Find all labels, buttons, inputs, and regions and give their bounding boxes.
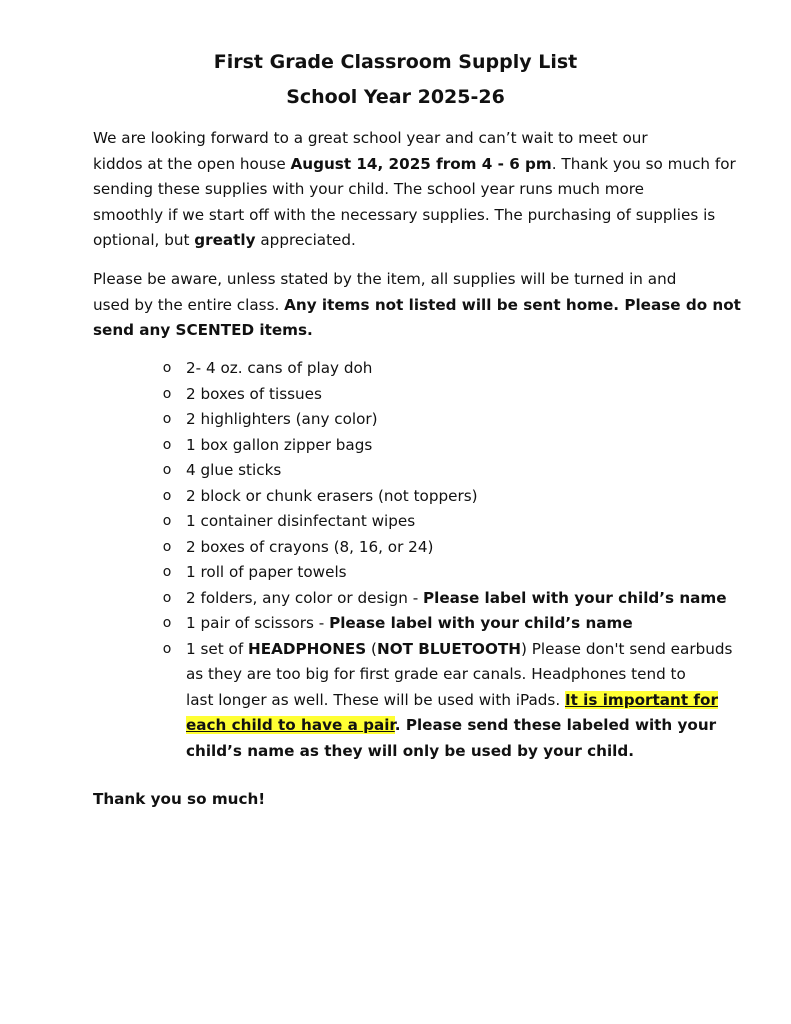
intro-text: . Thank you so much for: [551, 154, 736, 173]
headphones-line: [186, 713, 717, 739]
closing-text: Thank you so much!: [93, 790, 266, 808]
notice-line: [93, 318, 703, 344]
supply-item-text: [186, 611, 706, 637]
headphones-emphasis: child’s name as they will only be used by your child.: [186, 741, 635, 760]
bullet-icon: o: [162, 640, 172, 657]
headphones-emphasis: HEADPHONES: [248, 639, 367, 658]
folders-text: 2 folders, any color or design -: [186, 588, 424, 607]
intro-line: [93, 152, 736, 178]
intro-line: We are looking forward to a great school year and can’t wait to meet our: [93, 129, 648, 147]
notice-paragraph: [93, 267, 741, 344]
bullet-icon: o: [162, 538, 172, 555]
supply-item-text: 1 container disinfectant wipes: [186, 512, 416, 530]
supply-item-text: 2 boxes of tissues: [186, 384, 322, 403]
notice-line: [93, 293, 741, 319]
bullet-icon: o: [162, 462, 172, 478]
notice-warning: Any items not listed will be sent home. Please do not: [284, 295, 741, 314]
document-title: First Grade Classroom Supply List: [213, 51, 578, 73]
supply-item-text: 1 roll of paper towels: [186, 563, 347, 581]
notice-text: used by the entire class.: [93, 295, 285, 314]
intro-line: smoothly if we start off with the necessary supplies. The purchasing of supplies is: [93, 205, 716, 224]
intro-line: [93, 228, 703, 254]
supply-item-text: 2 boxes of crayons (8, 16, or 24): [186, 537, 434, 556]
bullet-icon: o: [162, 360, 172, 376]
supply-item-text: 2 highlighters (any color): [186, 410, 378, 428]
headphones-line: [186, 688, 718, 714]
bullet-icon: o: [162, 589, 172, 606]
highlighted-text: It is important for: [564, 690, 718, 709]
headphones-line: [186, 739, 706, 765]
headphones-line: [186, 637, 733, 663]
headphones-text: [186, 637, 733, 765]
headphones-text-part: 1 set of: [186, 639, 248, 658]
bullet-icon: o: [162, 385, 172, 402]
open-house-date: August 14, 2025 from 4 - 6 pm: [290, 154, 552, 173]
supply-item-text: 1 box gallon zipper bags: [186, 435, 373, 454]
headphones-text-part: ) Please don't send earbuds: [520, 639, 733, 658]
intro-text: optional, but: [93, 231, 195, 249]
bullet-icon: o: [162, 564, 172, 580]
bullet-icon: o: [162, 436, 172, 453]
intro-text: kiddos at the open house: [93, 154, 291, 173]
emphasis-text: greatly: [194, 231, 256, 249]
headphones-text-part: (: [366, 639, 377, 658]
headphones-line: as they are too big for first grade ear canals. Headphones tend to: [186, 665, 686, 683]
intro-line: sending these supplies with your child. The school year runs much more: [93, 180, 645, 198]
headphones-emphasis: . Please send these labeled with your: [394, 716, 717, 734]
bullet-icon: o: [162, 513, 172, 529]
notice-line: Please be aware, unless stated by the item, all supplies will be turned in and: [93, 270, 677, 288]
bullet-icon: o: [162, 615, 172, 631]
supply-item-text: 2- 4 oz. cans of play doh: [186, 359, 373, 377]
bullet-icon: o: [162, 487, 172, 504]
label-instruction: Please label with your child’s name: [423, 588, 727, 607]
supply-item-text: [186, 586, 727, 612]
no-bluetooth-emphasis: NOT BLUETOOTH: [377, 639, 521, 658]
school-year-subtitle: School Year 2025-26: [286, 86, 505, 108]
intro-paragraph: [93, 126, 736, 254]
notice-warning: send any SCENTED items.: [93, 321, 313, 339]
highlighted-text: each child to have a pair: [186, 716, 395, 734]
headphones-text-part: last longer as well. These will be used with iPads.: [186, 690, 565, 709]
scissors-text: 1 pair of scissors -: [186, 614, 330, 632]
supply-item-text: 4 glue sticks: [186, 461, 282, 479]
supply-item-text: 2 block or chunk erasers (not toppers): [186, 486, 478, 505]
intro-text: appreciated.: [255, 231, 356, 249]
bullet-icon: o: [162, 411, 172, 427]
label-instruction: Please label with your child’s name: [329, 614, 633, 632]
